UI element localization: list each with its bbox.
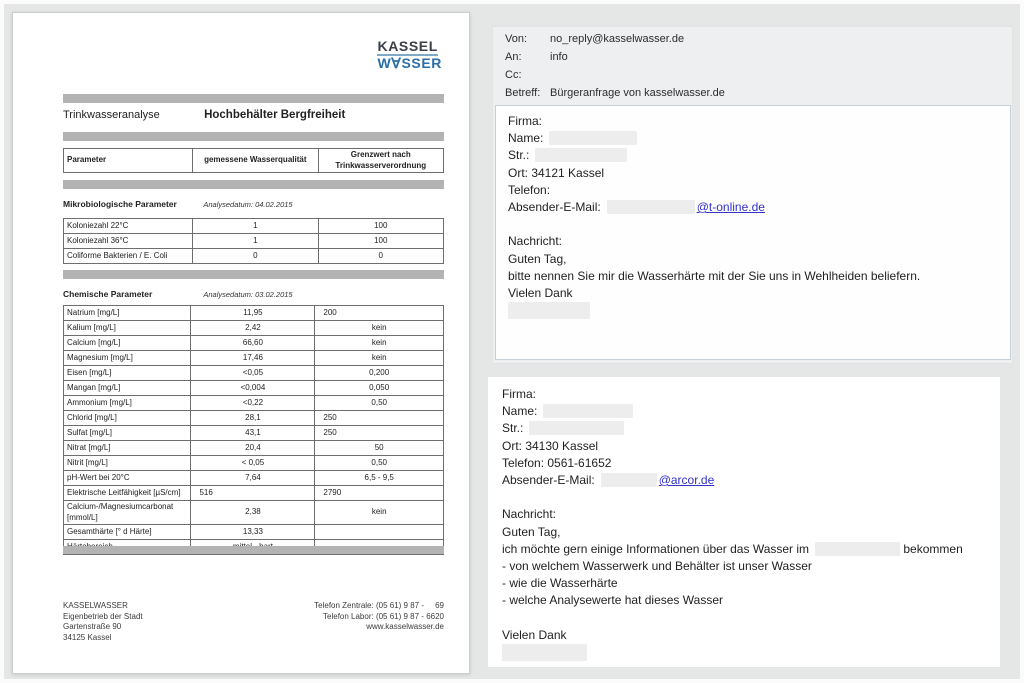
table-row bbox=[64, 366, 444, 381]
email-body-text: Ort: 34121 Kassel bbox=[508, 165, 605, 180]
divider-bar bbox=[63, 546, 444, 554]
email-body-text: Nachricht: bbox=[502, 507, 557, 522]
redaction-box bbox=[502, 644, 587, 661]
footer-line: Telefon Zentrale: (05 61) 9 87 - 69 bbox=[314, 601, 444, 610]
divider-bar bbox=[63, 270, 444, 279]
table-row bbox=[64, 336, 444, 351]
table-cell: 2790 bbox=[315, 486, 444, 501]
email-body-line bbox=[508, 286, 1000, 303]
redaction-box bbox=[508, 302, 590, 319]
table-cell: 50 bbox=[315, 441, 444, 456]
table-cell: 1 bbox=[193, 219, 318, 234]
table-cell: 200 bbox=[315, 306, 444, 321]
table-cell: Chlorid [mg/L] bbox=[64, 411, 191, 426]
table-cell: 1 bbox=[193, 234, 318, 249]
logo-line-wasser: W∀SSER bbox=[377, 55, 442, 71]
email-message-2 bbox=[488, 377, 1000, 667]
email-header-row bbox=[493, 69, 1012, 87]
table-cell: Eisen [mg/L] bbox=[64, 366, 191, 381]
table-cell: 0,050 bbox=[315, 381, 444, 396]
email-body-line bbox=[502, 645, 990, 662]
table-cell: 0,200 bbox=[315, 366, 444, 381]
email-body-line bbox=[508, 234, 1000, 251]
table-cell: Gesamthärte [° d Härte] bbox=[64, 525, 191, 540]
table-cell: 2,42 bbox=[191, 321, 315, 336]
table-cell: kein bbox=[315, 501, 444, 525]
email-body bbox=[495, 105, 1011, 360]
email-header-value: no_reply@kasselwasser.de bbox=[550, 33, 685, 45]
table-cell: kein bbox=[315, 321, 444, 336]
email-body-text: - wie die Wasserhärte bbox=[502, 576, 618, 591]
email-body-text: Name: bbox=[508, 131, 544, 146]
document-title-label: Trinkwasseranalyse bbox=[63, 109, 160, 121]
table-cell: pH-Wert bei 20°C bbox=[64, 471, 191, 486]
email-body-line bbox=[502, 576, 990, 593]
email-body-line bbox=[508, 183, 1000, 200]
email-body-line bbox=[502, 421, 990, 438]
email-body-line bbox=[502, 507, 990, 524]
table-row bbox=[64, 396, 444, 411]
email-body-text: - welche Analysewerte hat dieses Wasser bbox=[502, 593, 723, 608]
table-cell: 100 bbox=[318, 234, 443, 249]
email-body-line bbox=[502, 610, 990, 627]
table-cell: 20,4 bbox=[191, 441, 315, 456]
email-body-line bbox=[502, 473, 990, 490]
email-body-text: Guten Tag, bbox=[502, 524, 561, 539]
table-cell: Koloniezahl 36°C bbox=[64, 234, 193, 249]
logo-line-kassel: KASSEL bbox=[377, 38, 438, 54]
table-row bbox=[64, 471, 444, 486]
email-body-text: bekommen bbox=[900, 541, 963, 556]
email-body-text: Telefon: 0561-61652 bbox=[502, 455, 612, 470]
email-body-line bbox=[508, 114, 1000, 131]
table-cell: 2,38 bbox=[191, 501, 315, 525]
table-cell: 28,1 bbox=[191, 411, 315, 426]
analysis-date: Analysedatum: 03.02.2015 bbox=[203, 290, 293, 299]
table-cell: 43,1 bbox=[191, 426, 315, 441]
table-cell: 250 bbox=[315, 411, 444, 426]
divider-bar bbox=[63, 180, 444, 189]
table-cell: < 0,05 bbox=[191, 456, 315, 471]
email-body-text: Telefon: bbox=[508, 182, 551, 197]
table-cell: Magnesium [mg/L] bbox=[64, 351, 191, 366]
table-row bbox=[64, 501, 444, 525]
chemical-table bbox=[63, 305, 444, 555]
footer-line: Gartenstraße 90 bbox=[63, 622, 122, 631]
table-cell: kein bbox=[315, 351, 444, 366]
table-cell: 0,50 bbox=[315, 396, 444, 411]
footer-line: Telefon Labor: (05 61) 9 87 - 6620 bbox=[323, 611, 444, 621]
divider-bar bbox=[63, 94, 444, 103]
analysis-document bbox=[12, 12, 470, 674]
parameter-header-table bbox=[63, 148, 444, 173]
email-body-line bbox=[502, 387, 990, 404]
redaction-box bbox=[815, 542, 900, 556]
email-header-label: Cc: bbox=[505, 69, 522, 81]
email-body-line bbox=[502, 593, 990, 610]
col-header-limit: Grenzwert nach Trinkwasserverordnung bbox=[318, 149, 443, 173]
email-body-text: Str.: bbox=[502, 421, 524, 436]
table-cell: 13,33 bbox=[191, 525, 315, 540]
table-cell: Calcium-/Magnesiumcarbonat [mmol/L] bbox=[64, 501, 191, 525]
section-heading-microbiological bbox=[63, 199, 444, 209]
email-body-text: Firma: bbox=[502, 387, 536, 401]
email-body-line bbox=[508, 148, 1000, 165]
redaction-box bbox=[607, 200, 695, 214]
table-cell: Elektrische Leitfähigkeit [µS/cm] bbox=[64, 486, 191, 501]
table-row bbox=[64, 486, 444, 501]
email-body-text: Absender-E-Mail: bbox=[508, 199, 601, 214]
email-body-line bbox=[508, 217, 1000, 234]
table-header-row bbox=[64, 149, 444, 173]
table-row bbox=[64, 321, 444, 336]
document-title-row bbox=[63, 109, 444, 121]
email-body-line bbox=[508, 303, 1000, 320]
table-row bbox=[64, 426, 444, 441]
redaction-box bbox=[601, 473, 657, 487]
email-body-text: Absender-E-Mail: bbox=[502, 472, 595, 487]
email-address-link[interactable]: @t-online.de bbox=[696, 199, 765, 214]
table-cell: Ammonium [mg/L] bbox=[64, 396, 191, 411]
footer-address bbox=[63, 601, 143, 643]
document-content bbox=[63, 13, 444, 673]
table-cell: Coliforme Bakterien / E. Coli bbox=[64, 249, 193, 264]
email-address-link[interactable]: @arcor.de bbox=[658, 472, 715, 487]
table-cell: 0,50 bbox=[315, 456, 444, 471]
email-body-line bbox=[508, 252, 1000, 269]
email-body-line bbox=[502, 525, 990, 542]
table-row bbox=[64, 234, 444, 249]
email-body-text: Ort: 34130 Kassel bbox=[502, 438, 599, 453]
email-body-line bbox=[502, 456, 990, 473]
email-body-line bbox=[502, 628, 990, 645]
email-header-row bbox=[493, 87, 1012, 105]
table-cell: Koloniezahl 22°C bbox=[64, 219, 193, 234]
table-cell: Nitrit [mg/L] bbox=[64, 456, 191, 471]
table-row bbox=[64, 351, 444, 366]
table-cell: 100 bbox=[318, 219, 443, 234]
email-header-label: Betreff: bbox=[505, 87, 541, 99]
table-cell: 0 bbox=[318, 249, 443, 264]
email-body-text: Guten Tag, bbox=[508, 251, 567, 266]
table-row bbox=[64, 411, 444, 426]
email-body-line bbox=[502, 404, 990, 421]
table-cell: Kalium [mg/L] bbox=[64, 321, 191, 336]
email-message-1 bbox=[492, 26, 1013, 364]
table-cell: 250 bbox=[315, 426, 444, 441]
email-header-value: Bürgeranfrage von kasselwasser.de bbox=[550, 87, 725, 99]
email-header-fields bbox=[493, 27, 1012, 105]
table-cell: 0 bbox=[193, 249, 318, 264]
table-row bbox=[64, 456, 444, 471]
table-cell: Sulfat [mg/L] bbox=[64, 426, 191, 441]
table-cell: 516 bbox=[191, 486, 315, 501]
email-header-row bbox=[493, 51, 1012, 69]
table-row bbox=[64, 441, 444, 456]
table-cell: <0,004 bbox=[191, 381, 315, 396]
redaction-box bbox=[549, 131, 637, 145]
email-body-line bbox=[508, 200, 1000, 217]
email-header-label: An: bbox=[505, 51, 522, 63]
redaction-box bbox=[535, 148, 627, 162]
col-header-measured: gemessene Wasserqualität bbox=[193, 149, 318, 173]
email-body-text: Vielen Dank bbox=[508, 285, 573, 300]
document-title-value: Hochbehälter Bergfreiheit bbox=[204, 109, 346, 121]
table-cell: Nitrat [mg/L] bbox=[64, 441, 191, 456]
footer-line: 34125 Kassel bbox=[63, 632, 112, 642]
table-cell: 7,64 bbox=[191, 471, 315, 486]
email-header-row bbox=[493, 33, 1012, 51]
table-cell: 66,60 bbox=[191, 336, 315, 351]
document-footer bbox=[63, 601, 444, 643]
email-body-line bbox=[508, 131, 1000, 148]
table-cell: 6,5 - 9,5 bbox=[315, 471, 444, 486]
table-cell: Calcium [mg/L] bbox=[64, 336, 191, 351]
footer-line: Eigenbetrieb der Stadt bbox=[63, 611, 143, 621]
table-row bbox=[64, 381, 444, 396]
email-body-text: Vielen Dank bbox=[502, 627, 567, 642]
col-header-parameter: Parameter bbox=[64, 149, 193, 173]
table-cell: Mangan [mg/L] bbox=[64, 381, 191, 396]
table-cell: 17,46 bbox=[191, 351, 315, 366]
table-cell: <0,05 bbox=[191, 366, 315, 381]
table-cell: 11,95 bbox=[191, 306, 315, 321]
email-body-line bbox=[502, 559, 990, 576]
email-header-label: Von: bbox=[505, 33, 528, 45]
divider-bar bbox=[63, 132, 444, 141]
microbiological-table bbox=[63, 218, 444, 264]
kasselwasser-logo bbox=[377, 39, 442, 71]
table-row bbox=[64, 249, 444, 264]
email-body-line bbox=[508, 166, 1000, 183]
table-cell bbox=[315, 525, 444, 540]
redaction-box bbox=[543, 404, 633, 418]
email-body-line bbox=[508, 269, 1000, 286]
table-row bbox=[64, 306, 444, 321]
section-name: Mikrobiologische Parameter bbox=[63, 199, 177, 209]
email-body-text: bitte nennen Sie mir die Wasserhärte mit der Sie uns in Wehlheiden beliefern. bbox=[508, 268, 921, 283]
email-body-text: Nachricht: bbox=[508, 234, 563, 249]
redaction-box bbox=[529, 421, 624, 435]
footer-line: www.kasselwasser.de bbox=[366, 622, 444, 631]
table-cell: <0,22 bbox=[191, 396, 315, 411]
footer-line: KASSELWASSER bbox=[63, 601, 128, 610]
email-body-text: - von welchem Wasserwerk und Behälter ist unser Wasser bbox=[502, 558, 812, 573]
email-body-text: ich möchte gern einige Informationen über das Wasser im bbox=[502, 541, 810, 556]
email-body-text: Firma: bbox=[508, 114, 542, 128]
email-body-text: Name: bbox=[502, 404, 538, 419]
email-body-text: Str.: bbox=[508, 148, 530, 163]
table-row bbox=[64, 525, 444, 540]
email-body-line bbox=[502, 439, 990, 456]
table-row bbox=[64, 219, 444, 234]
email-body-line bbox=[502, 490, 990, 507]
analysis-date: Analysedatum: 04.02.2015 bbox=[203, 200, 293, 209]
table-cell: Natrium [mg/L] bbox=[64, 306, 191, 321]
email-body-line bbox=[502, 542, 990, 559]
email-header-value: info bbox=[550, 51, 568, 63]
table-cell: kein bbox=[315, 336, 444, 351]
section-heading-chemical bbox=[63, 289, 444, 299]
section-name: Chemische Parameter bbox=[63, 289, 153, 299]
footer-contact bbox=[314, 601, 444, 633]
